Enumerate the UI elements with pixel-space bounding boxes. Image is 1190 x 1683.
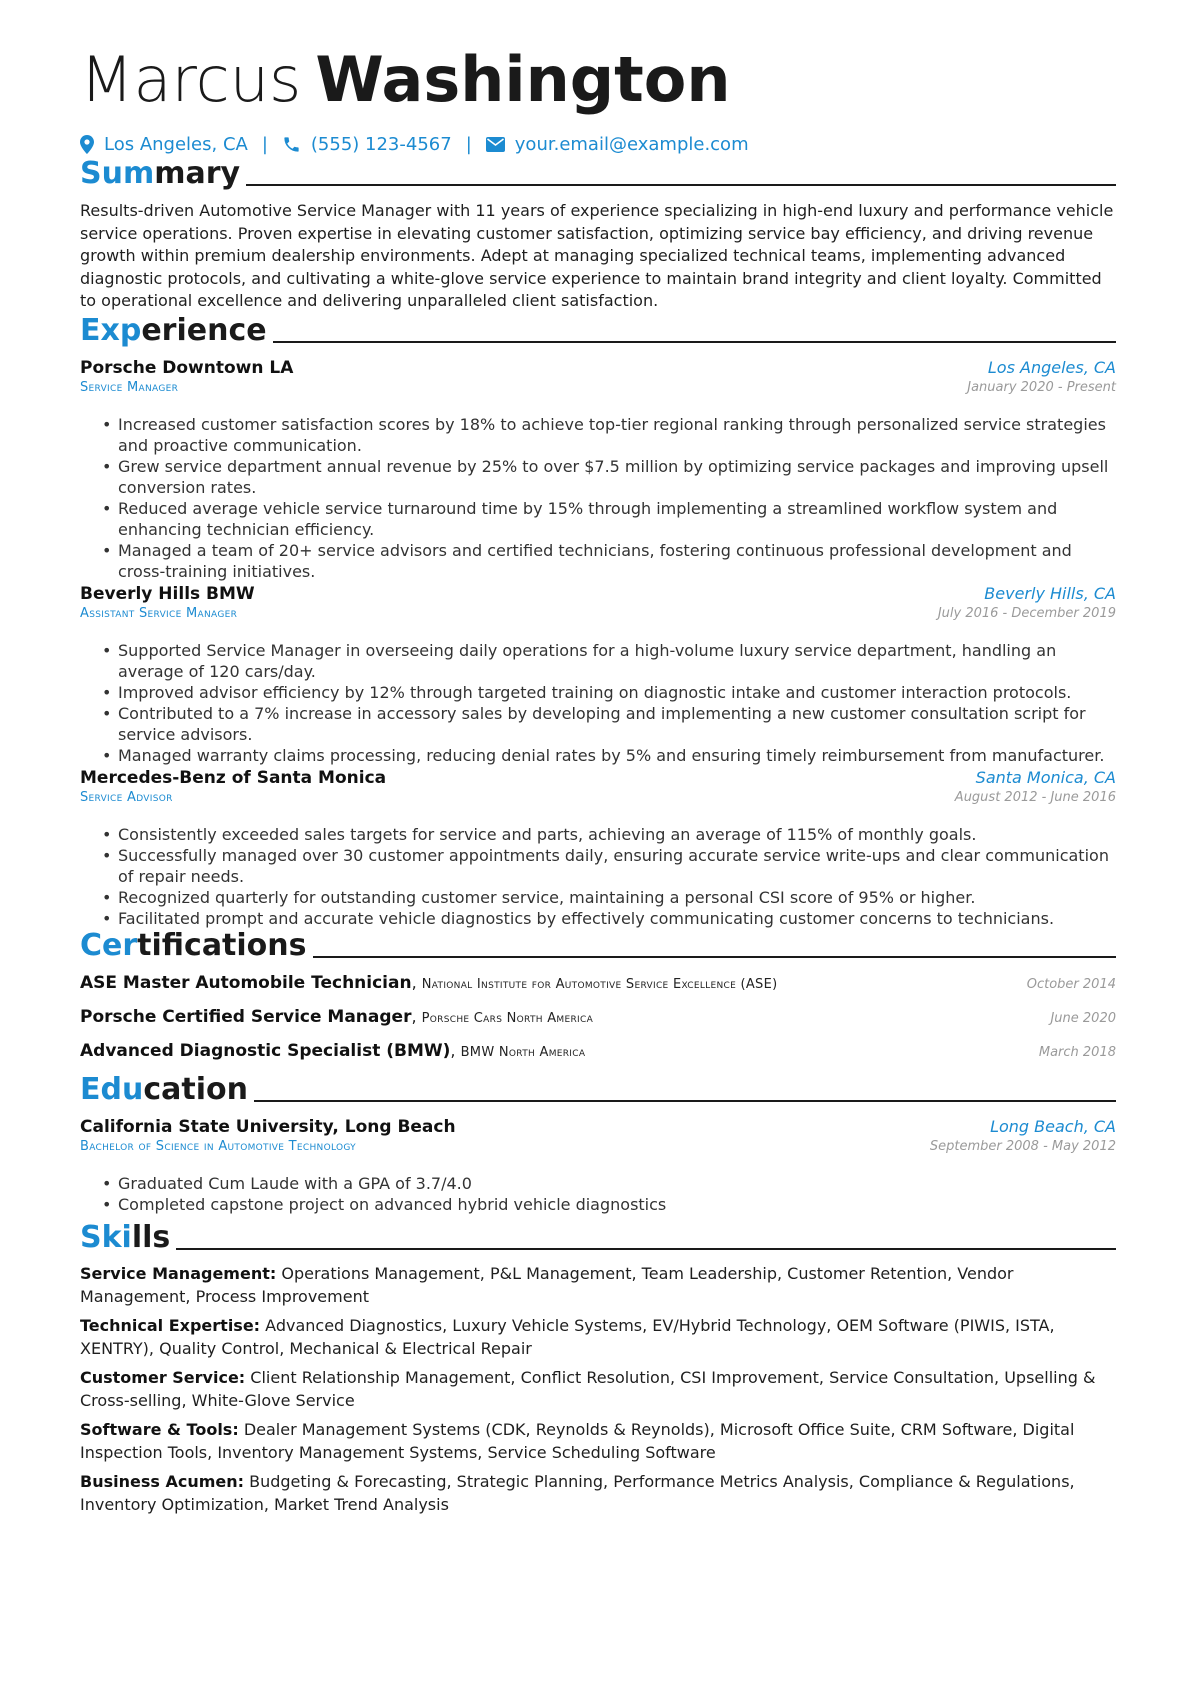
- skill-group: [80, 1367, 1116, 1412]
- skill-list: Budgeting & Forecasting, Strategic Planning, Performance Metrics Analysis, Compliance & Regulations, Inventory Optimization, Market Trend Analysis: [80, 1472, 1075, 1514]
- skill-label: Service Management:: [80, 1264, 277, 1283]
- location-text: Los Angeles, CA: [104, 134, 248, 155]
- section-rule: [313, 956, 1116, 958]
- certification-name: Porsche Certified Service Manager: [80, 1007, 412, 1027]
- certification-name: ASE Master Automobile Technician: [80, 973, 412, 993]
- section-rule: [254, 1100, 1116, 1102]
- job-bullets: [80, 824, 1116, 929]
- certification-date: March 2018: [1038, 1045, 1116, 1060]
- first-name: Marcus: [80, 43, 302, 116]
- summary-text: Results-driven Automotive Service Manager with 11 years of experience specializing in high-end luxury and performance vehicle service operations. Proven expertise in elevating customer satisfaction, optimizing service bay efficiency, and driving revenue growth within premium dealership environments. Adept at managing specialized technical teams, implementing advanced diagnostic protocols, and cultivating a white-glove service experience to maintain brand integrity and client loyalty. Committed to operational excellence and delivering unparalleled client satisfaction.: [80, 201, 1114, 311]
- list-item: • Contributed to a 7% increase in accessory sales by developing and implementing a new customer consultation script for service advisors.: [118, 703, 1116, 745]
- certification-entry: Porsche Certified Service Manager, Porsche Cars North America June 2020: [80, 1007, 1116, 1027]
- certification-name: Advanced Diagnostic Specialist (BMW): [80, 1041, 451, 1061]
- skill-label: Business Acumen:: [80, 1472, 245, 1491]
- list-item: • Increased customer satisfaction scores by 18% to achieve top-tier regional ranking through personalized service strategies and proactive communication.: [118, 414, 1116, 456]
- contact-separator: |: [465, 134, 472, 155]
- education-bullets: [80, 1173, 1116, 1215]
- list-item: • Successfully managed over 30 customer appointments daily, ensuring accurate service write-ups and clear communication of repair needs.: [118, 845, 1116, 887]
- job-title: Service Advisor: [80, 790, 173, 805]
- job-location: Santa Monica, CA: [975, 768, 1116, 787]
- job-entry: [80, 584, 1116, 621]
- contact-phone: [282, 134, 452, 155]
- email-link[interactable]: your.email@example.com: [514, 134, 749, 155]
- certification-issuer: BMW North America: [460, 1045, 586, 1060]
- skill-group: [80, 1263, 1116, 1308]
- skill-group: [80, 1471, 1116, 1516]
- job-dates: January 2020 - Present: [967, 380, 1116, 395]
- experience-heading: Experience: [80, 313, 1116, 349]
- section-rule: [273, 341, 1116, 343]
- job-entry: [80, 768, 1116, 805]
- section-rule: [176, 1248, 1116, 1250]
- job-dates: July 2016 - December 2019: [937, 606, 1116, 621]
- list-item: • Recognized quarterly for outstanding customer service, maintaining a personal CSI score of 95% or higher.: [118, 887, 1116, 908]
- job-title: Assistant Service Manager: [80, 606, 238, 621]
- degree: Bachelor of Science in Automotive Technology: [80, 1139, 356, 1154]
- candidate-name: [80, 40, 731, 120]
- map-pin-icon: [80, 135, 94, 154]
- list-item: • Reduced average vehicle service turnaround time by 15% through implementing a streamlined workflow system and enhancing technician efficiency.: [118, 498, 1116, 540]
- school-name: California State University, Long Beach: [80, 1117, 456, 1137]
- envelope-icon: [486, 137, 505, 152]
- employer-name: Beverly Hills BMW: [80, 584, 255, 604]
- list-item: • Consistently exceeded sales targets for service and parts, achieving an average of 115% of monthly goals.: [118, 824, 1116, 845]
- job-title: Service Manager: [80, 380, 179, 395]
- skill-list: Dealer Management Systems (CDK, Reynolds & Reynolds), Microsoft Office Suite, CRM Software, Digital Inspection Tools, Inventory Management Systems, Service Scheduling Software: [80, 1420, 1075, 1462]
- skill-list: Client Relationship Management, Conflict Resolution, CSI Improvement, Service Consultation, Upselling & Cross-selling, White-Glove Service: [80, 1368, 1096, 1410]
- contact-line: [80, 134, 749, 155]
- phone-icon: [282, 135, 301, 154]
- education-dates: September 2008 - May 2012: [929, 1139, 1116, 1154]
- list-item: • Facilitated prompt and accurate vehicle diagnostics by effectively communicating customer concerns to technicians.: [118, 908, 1116, 929]
- job-bullets: [80, 640, 1116, 766]
- education-entry: [80, 1117, 1116, 1154]
- list-item: • Improved advisor efficiency by 12% through targeted training on diagnostic intake and customer interaction protocols.: [118, 682, 1116, 703]
- list-item: • Supported Service Manager in overseeing daily operations for a high-volume luxury service department, handling an average of 120 cars/day.: [118, 640, 1116, 682]
- certification-entry: Advanced Diagnostic Specialist (BMW), BMW North America March 2018: [80, 1041, 1116, 1061]
- job-bullets: [80, 414, 1116, 582]
- list-item: • Completed capstone project on advanced hybrid vehicle diagnostics: [118, 1194, 1116, 1215]
- list-item: • Managed a team of 20+ service advisors and certified technicians, fostering continuous professional development and cross-training initiatives.: [118, 540, 1116, 582]
- skill-list: Advanced Diagnostics, Luxury Vehicle Systems, EV/Hybrid Technology, OEM Software (PIWIS, ISTA, XENTRY), Quality Control, Mechanical & Electrical Repair: [80, 1316, 1055, 1358]
- certification-date: October 2014: [1026, 977, 1116, 992]
- skills-heading: Skills: [80, 1220, 1116, 1256]
- phone-text: (555) 123-4567: [310, 134, 452, 155]
- summary-heading: Summary: [80, 156, 1116, 192]
- job-entry: [80, 358, 1116, 395]
- contact-location: [80, 134, 248, 155]
- certification-issuer: National Institute for Automotive Service Excellence (ASE): [421, 977, 778, 992]
- skill-label: Customer Service:: [80, 1368, 246, 1387]
- list-item: • Graduated Cum Laude with a GPA of 3.7/4.0: [118, 1173, 1116, 1194]
- list-item: • Grew service department annual revenue by 25% to over $7.5 million by optimizing service packages and improving upsell conversion rates.: [118, 456, 1116, 498]
- education-heading: Education: [80, 1072, 1116, 1108]
- certification-date: June 2020: [1050, 1011, 1116, 1026]
- skill-label: Software & Tools:: [80, 1420, 239, 1439]
- certification-issuer: Porsche Cars North America: [421, 1011, 594, 1026]
- employer-name: Porsche Downtown LA: [80, 358, 294, 378]
- last-name: Washington: [315, 43, 731, 116]
- skill-list: Operations Management, P&L Management, Team Leadership, Customer Retention, Vendor Management, Process Improvement: [80, 1264, 1014, 1306]
- job-location: Los Angeles, CA: [987, 358, 1116, 377]
- contact-email[interactable]: [486, 134, 749, 155]
- skill-label: Technical Expertise:: [80, 1316, 261, 1335]
- section-rule: [246, 184, 1116, 186]
- school-location: Long Beach, CA: [990, 1117, 1116, 1136]
- skill-group: [80, 1419, 1116, 1464]
- employer-name: Mercedes-Benz of Santa Monica: [80, 768, 387, 788]
- certification-entry: ASE Master Automobile Technician, National Institute for Automotive Service Excellence (ASE) October 2014: [80, 973, 1116, 993]
- certifications-heading: Certifications: [80, 928, 1116, 964]
- list-item: • Managed warranty claims processing, reducing denial rates by 5% and ensuring timely reimbursement from manufacturer.: [118, 745, 1116, 766]
- skill-group: [80, 1315, 1116, 1360]
- contact-separator: |: [261, 134, 268, 155]
- job-dates: August 2012 - June 2016: [954, 790, 1116, 805]
- job-location: Beverly Hills, CA: [984, 584, 1116, 603]
